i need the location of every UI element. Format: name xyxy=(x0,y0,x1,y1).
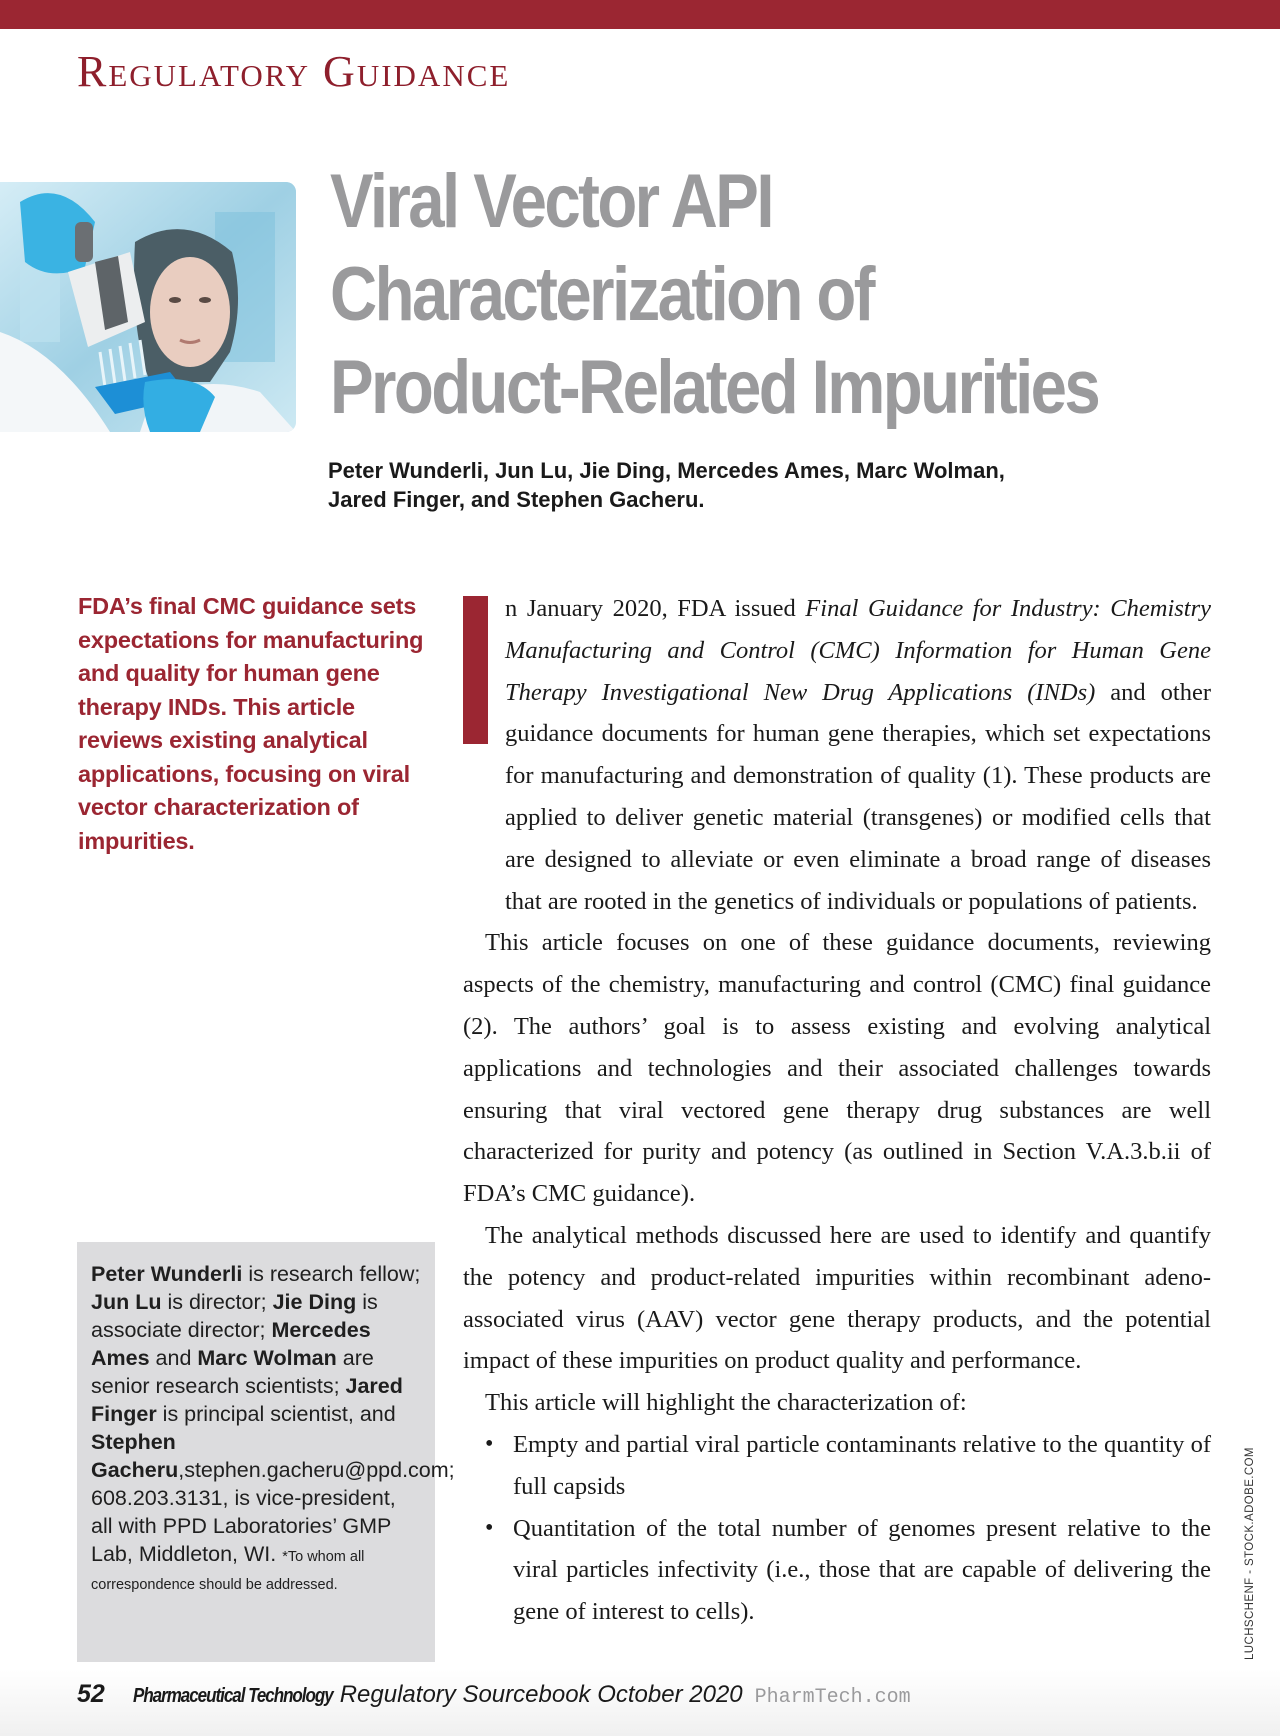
lab-scientist-image xyxy=(0,182,296,432)
list-item: • Empty and partial viral particle contaminants relative to the quantity of full capsids xyxy=(485,1424,1211,1508)
body-paragraph-2: This article focuses on one of these guidance documents, reviewing aspects of the chemistry, manufacturing and control (CMC) final guidance (2). The authors’ goal is to assess existing and evolving analytical applications and technologies and their associated challenges towards ensuring that viral vectored gene therapy drug substances are well characterized for purity and potency (as outlined in Section V.A.3.b.ii of FDA’s CMC guidance). xyxy=(463,929,1211,1208)
body-text: and other guidance documents for human gene therapies, which set expectations for manufacturing and demonstration of quality (1). These products are applied to deliver genetic material (transgenes) or modified cells that are designed to alleviate or even eliminate a broad range of diseases that are rooted in the genetics of individuals or populations of patients. xyxy=(505,678,1211,915)
photo-credit: LUCHSCHENF - STOCK.ADOBE.COM xyxy=(1244,1447,1256,1660)
website-link[interactable]: PharmTech.com xyxy=(754,1686,911,1709)
body-paragraph-4: This article will highlight the characterization of: xyxy=(485,1389,967,1417)
issue-label: Regulatory Sourcebook October 2020 xyxy=(339,1681,743,1708)
title-line: Product-Related Impurities xyxy=(330,345,1099,430)
article-summary: FDA’s final CMC guidance sets expectations for manufacturing and quality for human gene therapy INDs. This article reviews existing analytical applications, focusing on viral vector characterization of impurities. xyxy=(78,593,424,854)
article-title xyxy=(330,155,1104,434)
author-bio-box xyxy=(77,1242,455,1662)
bio-name: Stephen Gacheru xyxy=(91,1430,179,1482)
body-paragraph-1 xyxy=(463,588,1211,922)
author-byline xyxy=(328,456,1228,514)
bio-name: Marc Wolman xyxy=(197,1346,337,1370)
byline-line: Jared Finger, and Stephen Gacheru. xyxy=(328,487,705,512)
body-text: n January 2020, FDA issued xyxy=(505,595,806,622)
hero-photo xyxy=(0,182,296,432)
bio-role: is director; xyxy=(161,1290,273,1314)
drop-cap-bar xyxy=(463,596,488,744)
bio-name: Mercedes Ames xyxy=(91,1318,371,1370)
bio-role: is research fellow; xyxy=(242,1262,421,1286)
page-number: 52 xyxy=(77,1680,105,1708)
byline-line: Peter Wunderli, Jun Lu, Jie Ding, Mercedes Ames, Marc Wolman, xyxy=(328,458,1005,483)
bio-role: is principal scientist, and xyxy=(156,1402,396,1426)
top-accent-bar xyxy=(0,0,1280,29)
body-paragraph-3: The analytical methods discussed here are used to identify and quantify the potency and product-related impurities within recombinant adeno-associated virus (AAV) vector gene therapy products, and the potential impact of these impurities on product quality and performance. xyxy=(463,1221,1211,1375)
bio-name: Peter Wunderli xyxy=(91,1262,243,1286)
bio-role: is associate director; xyxy=(91,1290,378,1342)
bio-name: Jie Ding xyxy=(272,1290,357,1314)
bio-text xyxy=(91,1262,455,1594)
highlight-list xyxy=(485,1424,1211,1633)
list-item: • Quantitation of the total number of genomes present relative to the viral particles infectivity (i.e., those that are capable of delivering the gene of interest to cells). xyxy=(485,1508,1211,1633)
bio-name: Jared Finger xyxy=(91,1374,403,1426)
bio-role: are senior research scientists; xyxy=(91,1346,374,1398)
article-body xyxy=(463,588,1211,1633)
title-line: Viral Vector API xyxy=(330,159,772,244)
page-footer xyxy=(0,1670,1280,1736)
bio-role: and xyxy=(149,1346,198,1370)
guidance-title: Final Guidance for Industry: Chemistry Manufacturing and Control (CMC) Information for Human Gene Therapy Investigational New Drug Applications (INDs) xyxy=(505,595,1211,706)
bio-name: Jun Lu xyxy=(91,1290,162,1314)
section-label: Regulatory Guidance xyxy=(77,47,511,96)
bio-footnote: *To whom all correspondence should be addressed. xyxy=(91,1549,365,1593)
publication-name: Pharmaceutical Technology xyxy=(132,1685,333,1707)
title-line: Characterization of xyxy=(330,252,873,337)
bio-contact: ,stephen.gacheru@ppd.com; 608.203.3131, is vice-president, all with PPD Laboratories’ GMP Lab, Middleton, WI. xyxy=(91,1458,455,1566)
